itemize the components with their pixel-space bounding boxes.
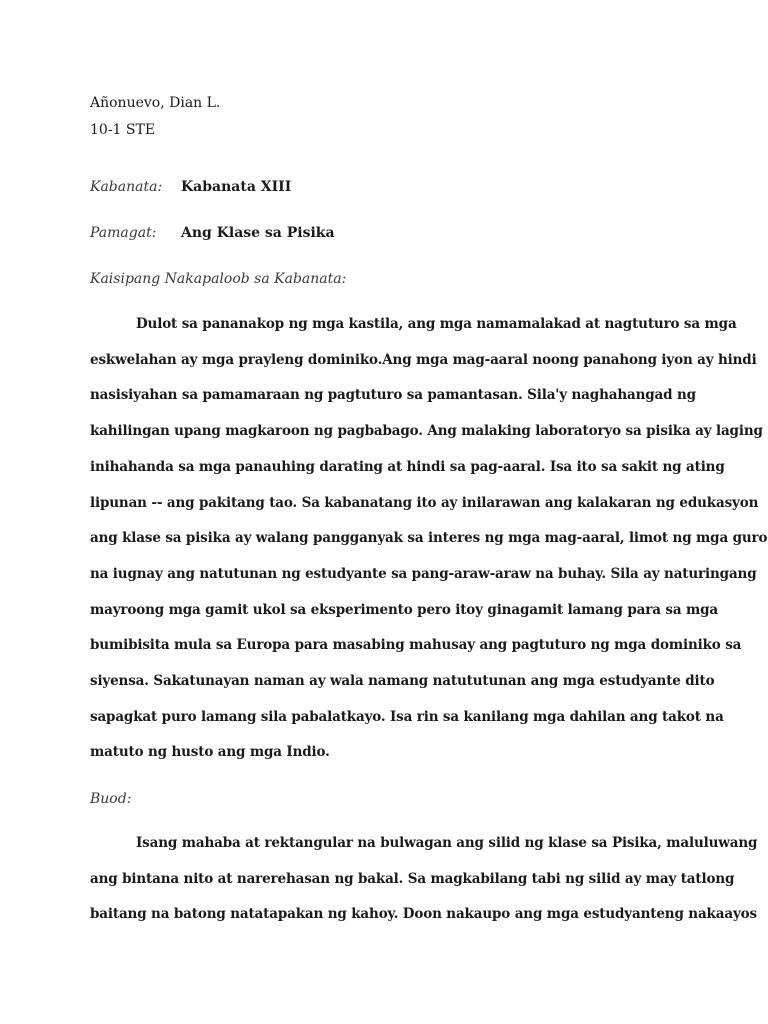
kabanata-value: Kabanata XIII — [181, 179, 292, 195]
paragraph-line: inihahanda sa mga panauhing darating at hindi sa pag-aaral. Isa ito sa sakit ng ating — [90, 458, 725, 475]
buod-heading: Buod: — [90, 791, 132, 807]
pamagat-label: Pamagat: — [90, 225, 157, 241]
paragraph-line: mayroong mga gamit ukol sa eksperimento pero itoy ginagamit lamang para sa mga — [90, 601, 719, 618]
paragraph-line: siyensa. Sakatunayan naman ay wala namang natututunan ang mga estudyante dito — [90, 673, 715, 690]
kabanata-label: Kabanata: — [90, 179, 163, 195]
paragraph-line: lipunan -- ang pakitang tao. Sa kabanatang ito ay inilarawan ang kalakaran ng edukasyon — [90, 494, 759, 511]
paragraph-line: Isang mahaba at rektangular na bulwagan ang silid ng klase sa Pisika, maluluwang — [136, 835, 758, 851]
paragraph-line: nasisiyahan sa pamamaraan ng pagtuturo sa pamantasan. Sila'y naghahangad ng — [90, 387, 696, 404]
buod-paragraph — [90, 826, 758, 933]
paragraph-line: sapagkat puro lamang sila pabalatkayo. Isa rin sa kanilang mga dahilan ang takot na — [90, 708, 724, 725]
paragraph-line: matuto ng husto ang mga Indio. — [90, 744, 330, 761]
paragraph-line: ang klase sa pisika ay walang pangganyak sa interes ng mga mag-aaral, limot ng mga guro — [90, 530, 768, 547]
kaisipan-paragraph — [90, 307, 768, 771]
paragraph-line: eskwelahan ay mga prayleng dominiko.Ang mga mag-aaral noong panahong iyon ay hindi — [90, 351, 757, 368]
paragraph-line: Dulot sa pananakop ng mga kastila, ang mga namamalakad at nagtuturo sa mga — [136, 316, 737, 332]
student-section: 10-1 STE — [90, 122, 156, 138]
paragraph-line: bumibisita mula sa Europa para masabing mahusay ang pagtuturo ng mga dominiko sa — [90, 637, 742, 654]
paragraph-line: baitang na batong natatapakan ng kahoy. Doon nakaupo ang mga estudyanteng nakaayos — [90, 906, 757, 923]
paragraph-line: kahilingan upang magkaroon ng pagbabago. Ang malaking laboratoryo sa pisika ay laging — [90, 423, 763, 440]
kaisipan-heading: Kaisipang Nakapaloob sa Kabanata: — [90, 271, 347, 287]
paragraph-line: ang bintana nito at narerehasan ng bakal. Sa magkabilang tabi ng silid ay may tatlong — [90, 870, 735, 887]
pamagat-value: Ang Klase sa Pisika — [181, 225, 335, 241]
student-name: Añonuevo, Dian L. — [90, 95, 221, 111]
paragraph-line: na iugnay ang natutunan ng estudyante sa pang-araw-araw na buhay. Sila ay naturingang — [90, 565, 757, 582]
